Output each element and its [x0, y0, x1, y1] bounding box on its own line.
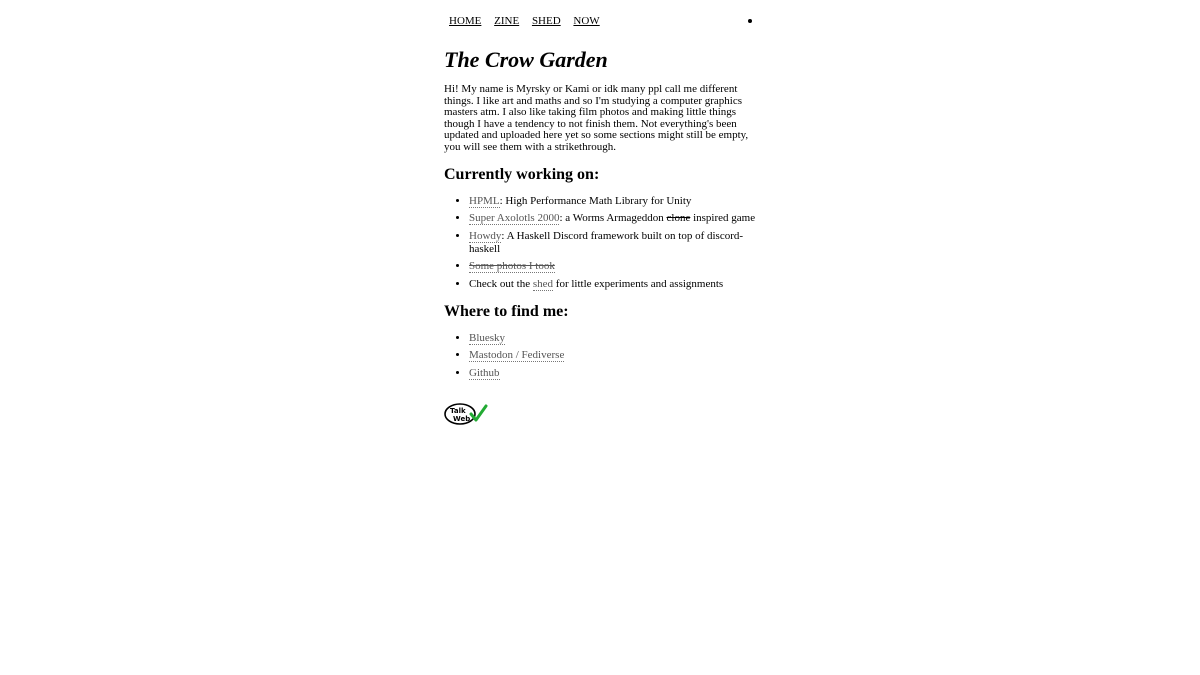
photos-link[interactable]: Some photos I took	[469, 260, 555, 273]
list-item	[469, 278, 756, 291]
list-item	[469, 230, 756, 256]
hpml-link[interactable]: HPML	[469, 194, 500, 207]
talkweb-badge-icon	[444, 402, 488, 426]
working-list	[444, 195, 756, 291]
super-axolotls-link[interactable]: Super Axolotls 2000	[469, 212, 560, 225]
mastodon-link[interactable]: Mastodon / Fediverse	[469, 349, 565, 362]
bluesky-link[interactable]: Bluesky	[469, 331, 506, 344]
find-list	[444, 332, 756, 380]
shed-link[interactable]: shed	[532, 277, 554, 290]
list-item-text: Check out the	[469, 277, 533, 290]
find-heading: Where to find me:	[444, 302, 569, 320]
list-item-text: : High Performance Math Library for Unity	[499, 194, 692, 207]
page	[444, 0, 756, 426]
intro-paragraph: Hi! My name is Myrsky or Kami or idk many ppl call me different things. I like art and maths and so I'm studying a computer graphics masters atm. I also like taking film photos and making little things though I have a tendency to not finish them. Not everything's been updated and uploaded here yet so some sections might still be empty, you will see them with a strikethrough.	[444, 83, 749, 153]
list-item-text: : a Worms Armageddon	[559, 212, 667, 225]
list-item-text: : A Haskell Discord framework built on top of discord-haskell	[469, 229, 744, 255]
list-item	[469, 367, 756, 380]
list-item	[469, 195, 756, 208]
list-item	[469, 332, 756, 345]
page-title: The Crow Garden	[444, 47, 608, 72]
badge-text-bottom: Web	[453, 414, 471, 423]
github-link[interactable]: Github	[469, 366, 500, 379]
dot-icon	[748, 19, 752, 23]
top-nav	[444, 14, 756, 28]
nav-now-link[interactable]: NOW	[573, 15, 600, 27]
nav-zine-link[interactable]: ZINE	[494, 15, 520, 27]
list-item	[469, 260, 756, 273]
struck-text: clone	[666, 212, 691, 225]
list-item-text: inspired game	[690, 212, 756, 225]
nav-home-link[interactable]: HOME	[449, 15, 482, 27]
working-heading: Currently working on:	[444, 165, 600, 183]
talkweb-badge[interactable]	[444, 402, 488, 426]
list-item	[469, 349, 756, 362]
list-item	[469, 212, 756, 225]
howdy-link[interactable]: Howdy	[469, 229, 502, 242]
nav-shed-link[interactable]: SHED	[531, 15, 561, 27]
list-item-text: for little experiments and assignments	[553, 277, 724, 290]
badge-text-top: Talk	[450, 406, 466, 415]
